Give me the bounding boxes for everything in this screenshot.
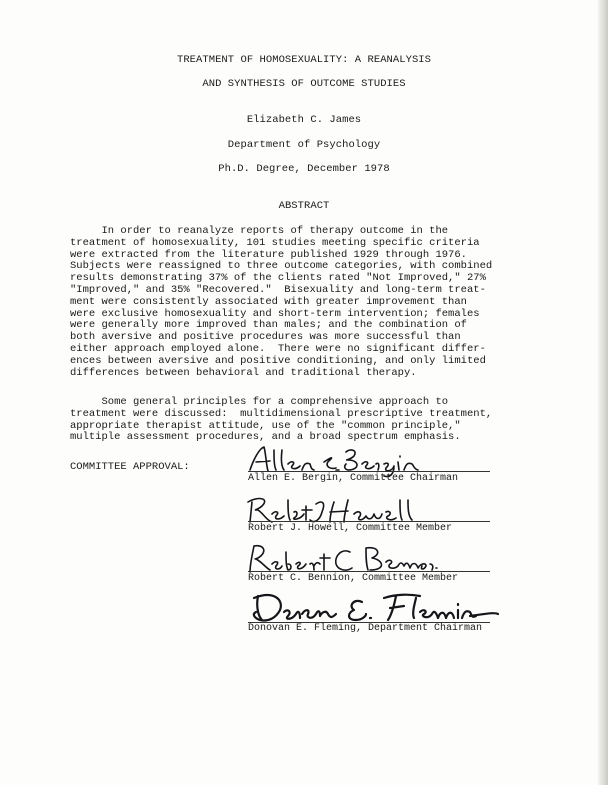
- paragraph-line: ences between aversive and positive conditioning, and only limited: [70, 354, 486, 367]
- paragraph-line: were generally more improved than males; and the combination of: [70, 319, 467, 332]
- abstract-heading: ABSTRACT: [278, 200, 330, 212]
- paragraph-line: "Improved," and 35% "Recovered." Bisexuality and long-term treat-: [70, 283, 486, 296]
- author-name: Elizabeth C. James: [246, 114, 362, 126]
- paragraph-line: ment were consistently associated with greater improvement than: [70, 295, 467, 308]
- handwritten-signature: [244, 542, 494, 574]
- paragraph-line: multiple assessment procedures, and a broad spectrum emphasis.: [70, 431, 461, 444]
- committee-approval-label: COMMITTEE APPROVAL:: [70, 461, 190, 473]
- paragraph-line: either approach employed alone. There were no significant differ-: [70, 342, 486, 355]
- abstract-paragraph-1: [70, 226, 570, 379]
- signature-line: [248, 571, 490, 572]
- paragraph-line: results demonstrating 37% of the clients rated "Not Improved," 27%: [70, 272, 486, 285]
- signature-block-howell: [244, 494, 494, 542]
- title-line-2: AND SYNTHESIS OF OUTCOME STUDIES: [202, 78, 406, 90]
- department: Department of Psychology: [227, 139, 381, 151]
- handwritten-signature: [244, 444, 494, 474]
- paragraph-line: treatment were discussed: multidimensional prescriptive treatment,: [70, 407, 493, 420]
- degree-date: Ph.D. Degree, December 1978: [218, 163, 390, 175]
- paragraph-line: Subjects were reassigned to three outcome categories, with combined: [70, 260, 493, 273]
- signature-block-fleming: [244, 590, 494, 638]
- signature-caption: Robert C. Bennion, Committee Member: [248, 573, 459, 584]
- signature-caption: Donovan E. Fleming, Department Chairman: [248, 623, 483, 634]
- signature-block-bergin: [244, 444, 494, 492]
- handwritten-signature: [244, 590, 504, 624]
- signature-line: [248, 521, 490, 522]
- paragraph-line: In order to reanalyze reports of therapy outcome in the: [70, 225, 449, 237]
- paragraph-line: were extracted from the literature published 1929 through 1976.: [70, 248, 467, 261]
- title-line-1: TREATMENT OF HOMOSEXUALITY: A REANALYSIS: [176, 54, 432, 66]
- paragraph-line: Some general principles for a comprehensive approach to: [70, 396, 449, 408]
- signature-line: [248, 471, 490, 472]
- paragraph-line: differences between behavioral and traditional therapy.: [70, 366, 417, 379]
- signature-caption: Allen E. Bergin, Committee Chairman: [248, 473, 459, 484]
- handwritten-signature: [244, 494, 494, 524]
- paragraph-line: were exclusive homosexuality and short-term intervention; females: [70, 307, 480, 320]
- signature-block-bennion: [244, 542, 494, 590]
- abstract-paragraph-2: [70, 397, 570, 444]
- signature-caption: Robert J. Howell, Committee Member: [248, 523, 453, 534]
- paragraph-line: treatment of homosexuality, 101 studies meeting specific criteria: [70, 236, 480, 249]
- paragraph-line: both aversive and positive procedures was more successful than: [70, 331, 461, 344]
- paragraph-line: appropriate therapist attitude, use of the "common principle,": [70, 419, 461, 432]
